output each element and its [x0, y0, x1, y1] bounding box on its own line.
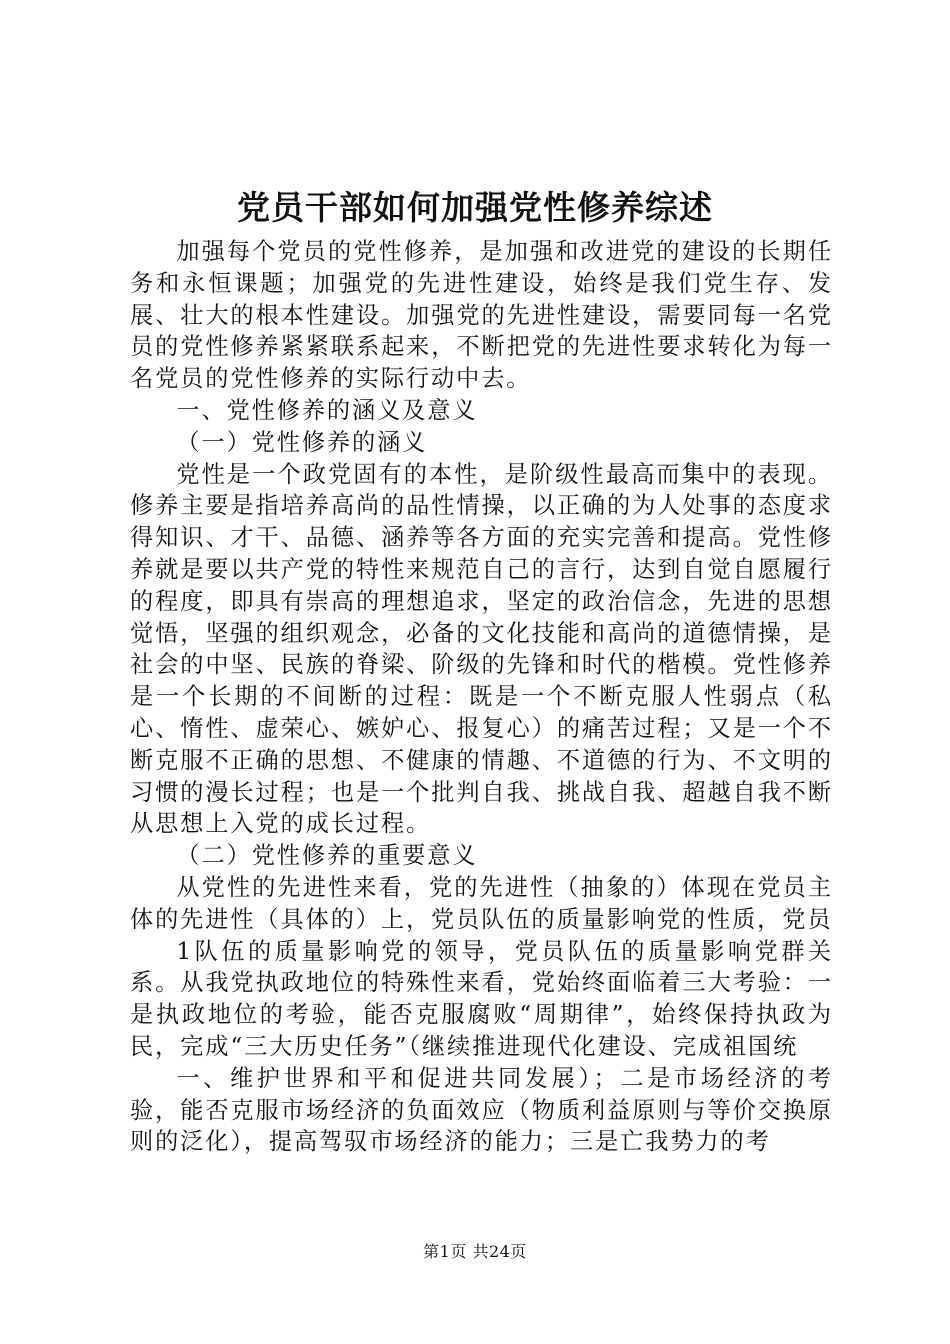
- subsection-heading-2: （二）党性修养的重要意义: [176, 842, 478, 870]
- section-heading-1: 一、党性修养的涵义及意义: [176, 396, 478, 424]
- subsection-heading-1: （一）党性修养的涵义: [176, 428, 428, 456]
- paragraph-intro: 加强每个党员的党性修养，是加强和改进党的建设的长期任务和永恒课题；加强党的先进性建设，始终是我们党生存、发展、壮大的根本性建设。加强党的先进性建设，需要同每一名党员的党性修养紧紧联系起来，不断把党的先进性要求转化为每一名党员的党性修养的实际行动中去。: [130, 238, 833, 393]
- page-number-footer: 第1页 共24页: [423, 1242, 527, 1261]
- paragraph-tests: 1队伍的质量影响党的领导，党员队伍的质量影响党群关系。从我党执政地位的特殊性来看，党始终面临着三大考验：一是执政地位的考验，能否克服腐败“周期律”，始终保持执政为民，完成“三大历史任务”（继续推进现代化建设、完成祖国统: [130, 937, 833, 1060]
- paragraph-significance: 从党性的先进性来看，党的先进性（抽象的）体现在党员主体的先进性（具体的）上，党员队伍的质量影响党的性质，党员: [130, 873, 833, 933]
- paragraph-definition: 党性是一个政党固有的本性，是阶级性最高而集中的表现。修养主要是指培养高尚的品性情操，以正确的为人处事的态度求得知识、才干、品德、涵养等各方面的充实完善和提高。党性修养就是要以共产党的特性来规范自己的言行，达到自觉自愿履行的程度，即具有崇高的理想追求，坚定的政治信念，先进的思想觉悟，坚强的组织观念，必备的文化技能和高尚的道德情操，是社会的中坚、民族的脊梁、阶级的先锋和时代的楷模。党性修养是一个长期的不间断的过程：既是一个不断克服人性弱点（私心、惰性、虚荣心、嫉妒心、报复心）的痛苦过程；又是一个不断克服不正确的思想、不健康的情趣、不道德的行为、不文明的习惯的漫长过程；也是一个批判自我、挑战自我、超越自我不断从思想上入党的成长过程。: [130, 460, 833, 838]
- document-title: 党员干部如何加强党性修养综述: [237, 188, 713, 227]
- paragraph-market: 一、维护世界和平和促进共同发展）；二是市场经济的考验，能否克服市场经济的负面效应（物质利益原则与等价交换原则的泛化），提高驾驭市场经济的能力；三是亡我势力的考: [130, 1064, 833, 1156]
- document-body: [130, 236, 833, 1158]
